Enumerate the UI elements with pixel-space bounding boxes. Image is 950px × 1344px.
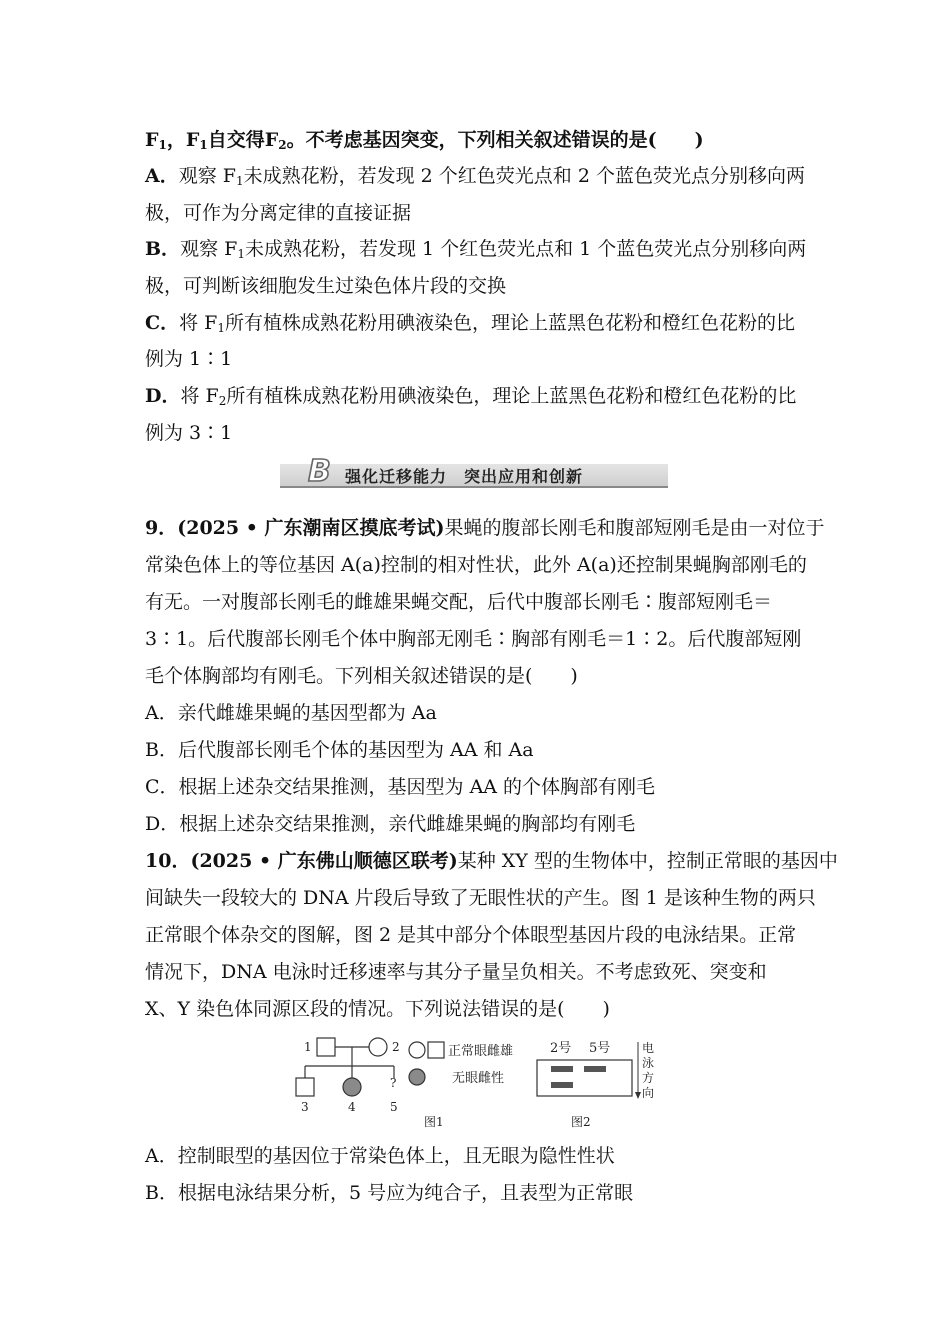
q8-option-b: B．观察 $F_1$未成熟花粉，若发现 1 个红色荧光点和 1 个蓝色荧光点分别移向两 bbox=[145, 238, 807, 261]
gel-direction-char-4: 向 bbox=[642, 1086, 655, 1100]
q8-option-b-line2: 极，可判断该细胞发生过染色体片段的交换 bbox=[145, 275, 507, 297]
pedigree-label-2: 2 bbox=[392, 1040, 400, 1054]
q10-line5: X、Y 染色体同源区段的情况。下列说法错误的是( ) bbox=[145, 998, 610, 1020]
q9-line5: 毛个体胸部均有刚毛。下列相关叙述错误的是( ) bbox=[145, 665, 578, 687]
legend-eyeless-female bbox=[409, 1069, 425, 1085]
q8-option-d-line2: 例为 3∶1 bbox=[145, 422, 233, 444]
pedigree-label-5: 5 bbox=[390, 1100, 398, 1114]
gel-band-lane5-upper bbox=[584, 1066, 606, 1072]
gel-direction-char-2: 泳 bbox=[642, 1056, 655, 1070]
q9-line2: 常染色体上的等位基因 A(a)控制的相对性状，此外 A(a)还控制果蝇胸部刚毛的 bbox=[145, 554, 807, 576]
pedigree-label-1: 1 bbox=[304, 1040, 312, 1054]
gel-direction-char-1: 电 bbox=[642, 1041, 655, 1055]
pedigree-male-3 bbox=[296, 1078, 314, 1096]
q8-stem-tail: 。不考虑基因突变，下列相关叙述错误的是( ) bbox=[286, 129, 704, 151]
pedigree-female-4 bbox=[343, 1078, 361, 1096]
q9-option-b: B．后代腹部长刚毛个体的基因型为 AA 和 Aa bbox=[145, 739, 534, 761]
gel-frame bbox=[537, 1060, 632, 1096]
gel-band-lane2-lower bbox=[551, 1082, 573, 1088]
q9-line1: 9．(2025 • 广东潮南区摸底考试)果蝇的腹部长刚毛和腹部短刚毛是由一对位于 bbox=[145, 517, 825, 539]
q10-line1: 10．(2025 • 广东佛山顺德区联考)某种 XY 型的生物体中，控制正常眼的基因中 bbox=[145, 850, 838, 872]
q10-figure bbox=[292, 1036, 664, 1132]
pedigree-label-3: 3 bbox=[301, 1100, 309, 1114]
banner-letter-icon: B bbox=[308, 454, 331, 489]
q10-number: 10． bbox=[145, 850, 191, 872]
q9-number: 9． bbox=[145, 517, 178, 539]
banner-title: 强化迁移能力 突出应用和创新 bbox=[345, 467, 584, 486]
q10-option-b: B．根据电泳结果分析，5 号应为纯合子，且表型为正常眼 bbox=[145, 1182, 634, 1204]
q9-option-d: D．根据上述杂交结果推测，亲代雌雄果蝇的胸部均有刚毛 bbox=[145, 813, 636, 835]
q10-source: (2025 • 广东佛山顺德区联考) bbox=[190, 850, 458, 872]
legend-normal-female bbox=[409, 1042, 425, 1058]
figure-svg bbox=[292, 1036, 664, 1132]
legend-eyeless-text: 无眼雌性 bbox=[452, 1071, 505, 1086]
q9-source: (2025 • 广东潮南区摸底考试) bbox=[177, 517, 445, 539]
gel-lane-2-label: 2号 bbox=[550, 1041, 572, 1056]
q10-option-a: A．控制眼型的基因位于常染色体上，且无眼为隐性性状 bbox=[145, 1145, 615, 1167]
legend-normal-text: 正常眼雌雄 bbox=[448, 1044, 514, 1059]
q9-option-c: C．根据上述杂交结果推测，基因型为 AA 的个体胸部有刚毛 bbox=[145, 776, 656, 798]
figure-caption-1: 图1 bbox=[424, 1115, 444, 1129]
q8-stem: $F_1$，$F_1$自交得$F_2$。不考虑基因突变，下列相关叙述错误的是( ) bbox=[145, 129, 704, 152]
gel-band-lane2-upper bbox=[551, 1066, 573, 1072]
gel-lane-5-label: 5号 bbox=[589, 1041, 611, 1056]
q8-option-a-line2: 极，可作为分离定律的直接证据 bbox=[145, 202, 412, 224]
q8-option-d: D．将 $F_2$所有植株成熟花粉用碘液染色，理论上蓝黑色花粉和橙红色花粉的比 bbox=[145, 385, 797, 408]
q8-option-c-line2: 例为 1∶1 bbox=[145, 348, 233, 370]
gel-direction-char-3: 方 bbox=[642, 1071, 655, 1085]
section-banner bbox=[280, 455, 668, 489]
q10-line3: 正常眼个体杂交的图解，图 2 是其中部分个体眼型基因片段的电泳结果。正常 bbox=[145, 924, 797, 946]
q9-option-a: A．亲代雌雄果蝇的基因型都为 Aa bbox=[145, 702, 437, 724]
pedigree-male-1 bbox=[317, 1038, 335, 1056]
pedigree-label-4: 4 bbox=[348, 1100, 356, 1114]
legend-normal-male bbox=[428, 1042, 444, 1058]
q8-option-c: C．将 $F_1$所有植株成熟花粉用碘液染色，理论上蓝黑色花粉和橙红色花粉的比 bbox=[145, 312, 796, 335]
q9-line4: 3∶1。后代腹部长刚毛个体中胸部无刚毛∶胸部有刚毛＝1∶2。后代腹部短刚 bbox=[145, 628, 802, 650]
q8-stem-text: 自交得 bbox=[207, 129, 265, 151]
q10-line2: 间缺失一段较大的 DNA 片段后导致了无眼性状的产生。图 1 是该种生物的两只 bbox=[145, 887, 816, 909]
q10-line4: 情况下，DNA 电泳时迁移速率与其分子量呈负相关。不考虑致死、突变和 bbox=[145, 961, 767, 983]
q8-option-a: A．观察 $F_1$未成熟花粉，若发现 2 个红色荧光点和 2 个蓝色荧光点分别移向两 bbox=[145, 165, 805, 188]
pedigree-female-2 bbox=[369, 1038, 387, 1056]
q9-line3: 有无。一对腹部长刚毛的雌雄果蝇交配，后代中腹部长刚毛∶腹部短刚毛＝ bbox=[145, 591, 773, 613]
figure-caption-2: 图2 bbox=[571, 1115, 591, 1129]
gel-arrowhead-icon bbox=[635, 1092, 641, 1099]
pedigree-question-mark: ? bbox=[390, 1076, 397, 1090]
